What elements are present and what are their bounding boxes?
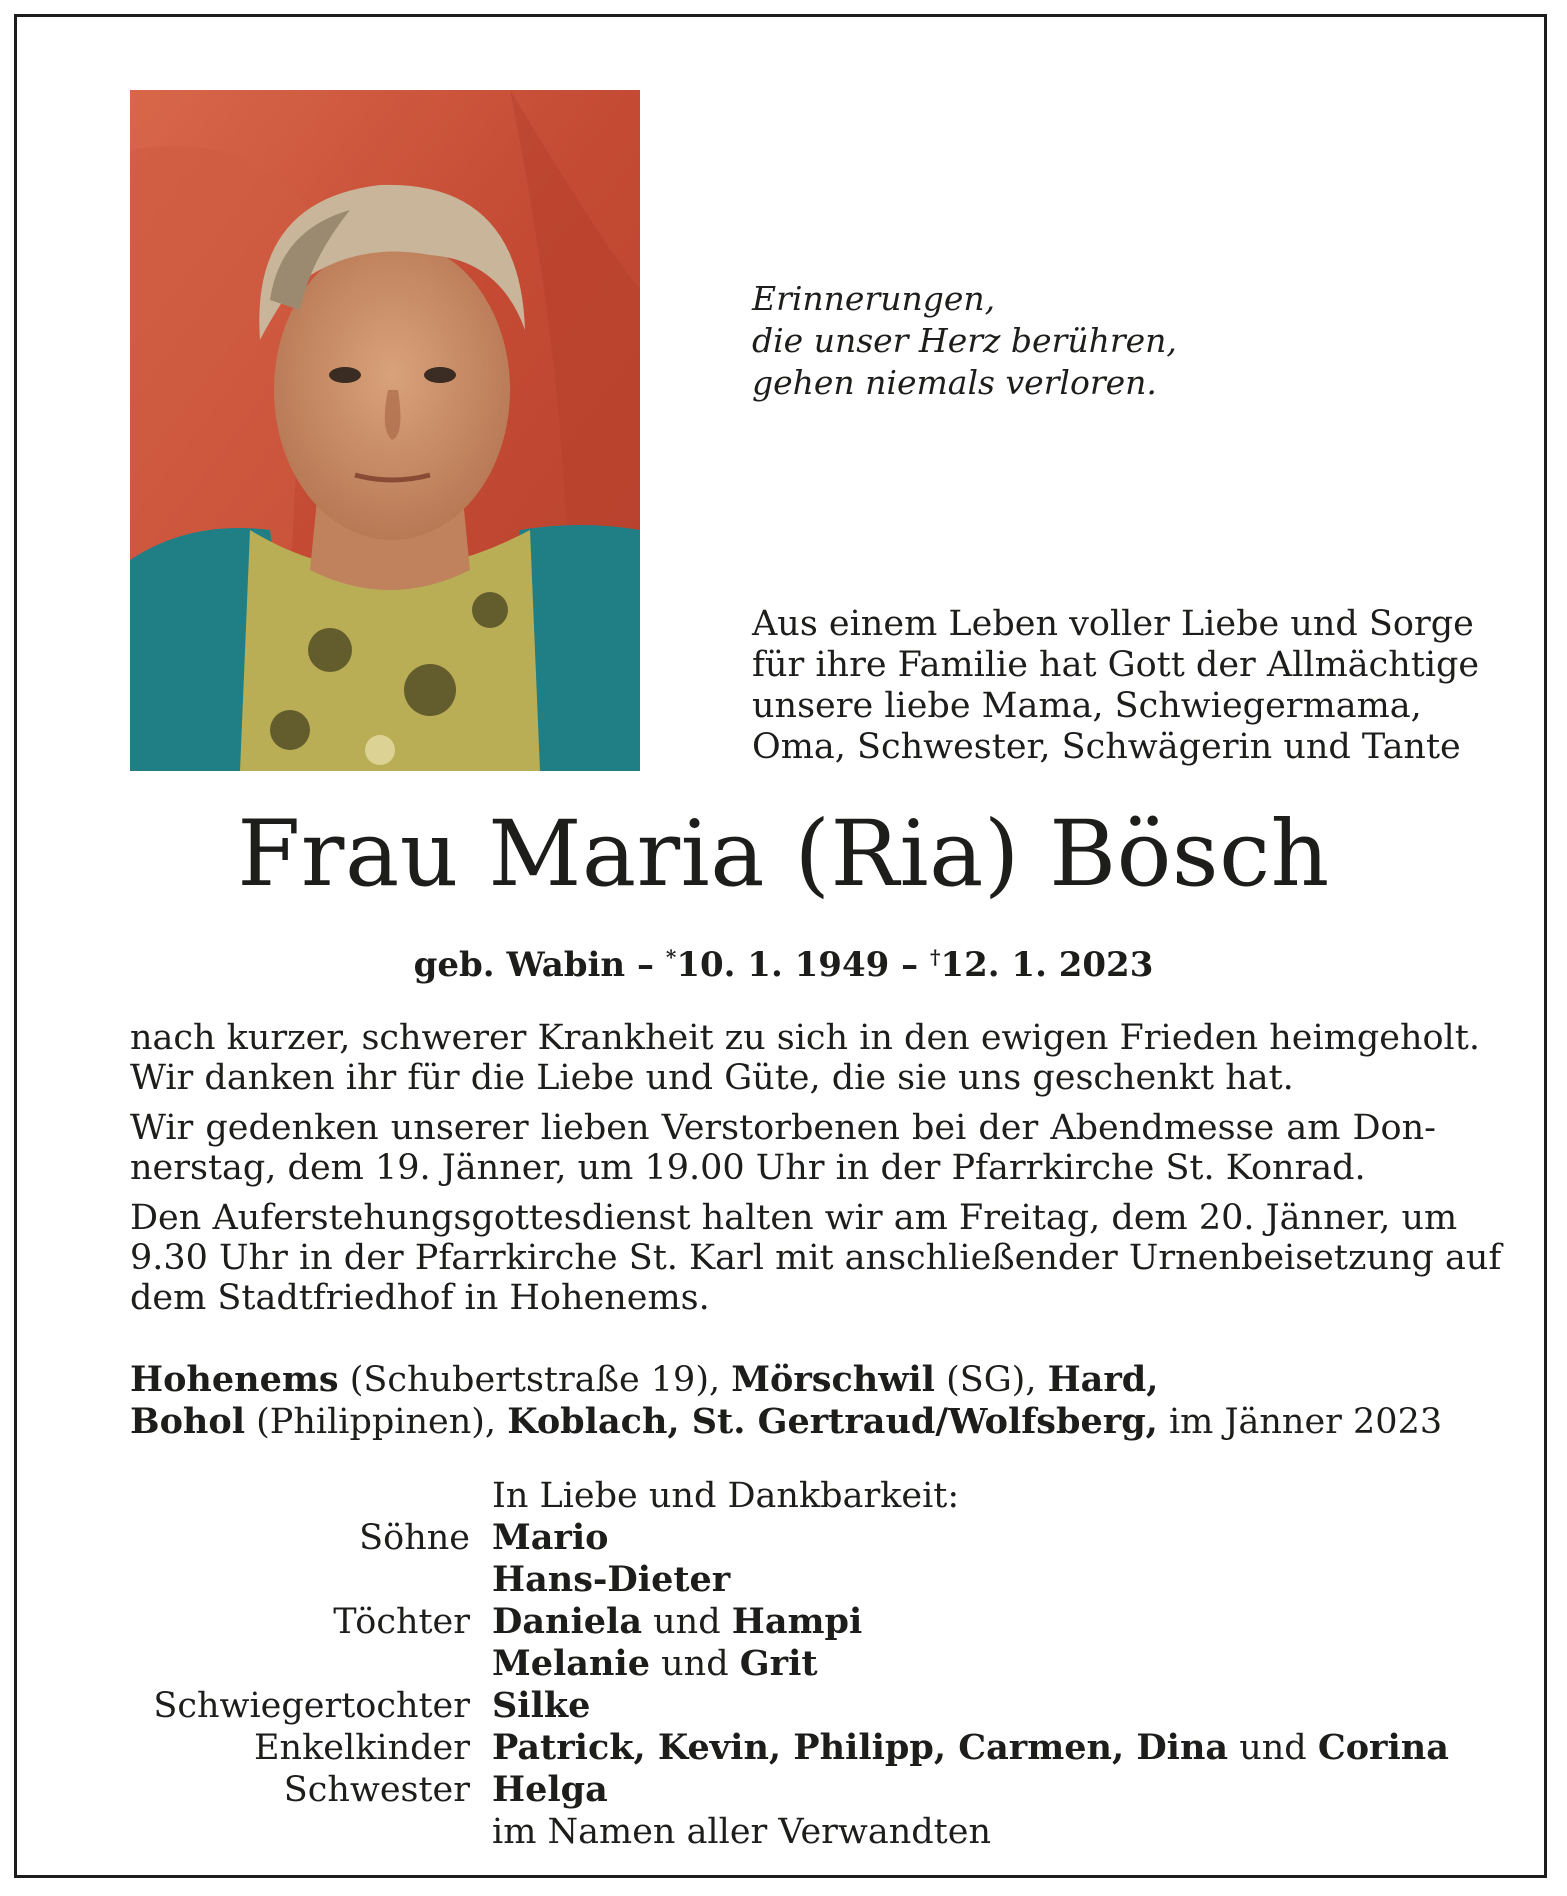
intro-line: Aus einem Leben voller Liebe und Sorge bbox=[752, 604, 1474, 644]
life-dates bbox=[0, 935, 1567, 987]
body-line: nach kurzer, schwerer Krankheit zu sich in den ewigen Frieden heimgeholt. bbox=[130, 1018, 1480, 1058]
place-name: Hohenems bbox=[130, 1359, 339, 1400]
family-heading-row bbox=[130, 1475, 1460, 1517]
relative-name: Corina bbox=[1317, 1727, 1449, 1768]
portrait-illustration bbox=[130, 90, 640, 771]
dash: – bbox=[901, 945, 919, 985]
body-line: Wir gedenken unserer lieben Verstorbenen bei der Abendmesse am Don- bbox=[130, 1108, 1436, 1148]
intro-line: für ihre Familie hat Gott der Allmächtige bbox=[752, 645, 1480, 685]
family-row bbox=[130, 1769, 1460, 1811]
conjunction: und bbox=[1228, 1728, 1318, 1768]
paragraph-funeral-service bbox=[130, 1198, 1502, 1318]
portrait-photo bbox=[130, 90, 640, 771]
relative-name: Patrick, Kevin, Philipp, Carmen, Dina bbox=[492, 1727, 1229, 1768]
places-line bbox=[130, 1359, 1436, 1401]
places-line bbox=[130, 1401, 1443, 1443]
relation-label: Söhne bbox=[359, 1518, 470, 1558]
quote-line: Erinnerungen, bbox=[752, 279, 996, 318]
relative-name: Grit bbox=[739, 1643, 818, 1684]
birth-date: 10. 1. 1949 bbox=[676, 945, 890, 985]
body-line: nerstag, dem 19. Jänner, um 19.00 Uhr in der Pfarrkirche St. Konrad. bbox=[130, 1148, 1366, 1188]
paragraph-announcement bbox=[130, 1018, 1480, 1098]
place-name: Bohol bbox=[130, 1401, 246, 1442]
intro-line: unsere liebe Mama, Schwiegermama, bbox=[752, 686, 1422, 726]
relation-label: Schwiegertochter bbox=[153, 1686, 470, 1726]
intro-text bbox=[752, 604, 1480, 768]
death-symbol: † bbox=[929, 945, 941, 969]
quote-line: die unser Herz berühren, bbox=[752, 321, 1177, 360]
body-line: Wir danken ihr für die Liebe und Güte, die sie uns geschenkt hat. bbox=[130, 1058, 1294, 1098]
body-text bbox=[130, 1018, 1502, 1328]
place-name: Hard, bbox=[1047, 1359, 1159, 1400]
body-line: dem Stadtfriedhof in Hohenems. bbox=[130, 1278, 710, 1318]
relation-label: Töchter bbox=[333, 1602, 470, 1642]
notice-date: im Jänner 2023 bbox=[1157, 1402, 1443, 1442]
body-line: Den Auferstehungsgottesdienst halten wir am Freitag, dem 20. Jänner, um bbox=[130, 1198, 1458, 1238]
memorial-quote bbox=[752, 278, 1452, 404]
relation-label: Schwester bbox=[283, 1770, 470, 1810]
place-detail: (Philippinen), bbox=[245, 1402, 508, 1442]
place-name: Koblach, St. Gertraud/Wolfsberg, bbox=[507, 1401, 1158, 1442]
family-row bbox=[130, 1559, 1460, 1601]
place-detail: (SG), bbox=[934, 1360, 1048, 1400]
relative-name: Daniela bbox=[492, 1601, 643, 1642]
death-date: 12. 1. 2023 bbox=[940, 945, 1154, 985]
body-line: 9.30 Uhr in der Pfarrkirche St. Karl mit anschließender Urnenbeisetzung auf bbox=[130, 1238, 1502, 1278]
conjunction: und bbox=[650, 1644, 740, 1684]
relative-name: Helga bbox=[492, 1769, 608, 1810]
family-row bbox=[130, 1727, 1460, 1769]
place-name: Mörschwil bbox=[731, 1359, 935, 1400]
family-list bbox=[130, 1475, 1460, 1853]
relative-name: Silke bbox=[492, 1685, 591, 1726]
relative-name: Hans-Dieter bbox=[492, 1559, 731, 1600]
deceased-name: Frau Maria (Ria) Bösch bbox=[237, 802, 1330, 907]
relative-name: Hampi bbox=[731, 1601, 863, 1642]
family-row bbox=[130, 1601, 1460, 1643]
conjunction: und bbox=[642, 1602, 732, 1642]
birth-name: geb. Wabin bbox=[413, 945, 626, 985]
family-heading: In Liebe und Dankbarkeit: bbox=[492, 1476, 960, 1516]
relative-name: Melanie bbox=[492, 1643, 650, 1684]
family-row bbox=[130, 1517, 1460, 1559]
paragraph-evening-mass bbox=[130, 1108, 1436, 1188]
place-detail: (Schubertstraße 19), bbox=[338, 1360, 732, 1400]
relative-name: Mario bbox=[492, 1517, 609, 1558]
family-closing-row bbox=[130, 1811, 1460, 1853]
quote-line: gehen niemals verloren. bbox=[752, 363, 1157, 402]
family-row bbox=[130, 1685, 1460, 1727]
relation-label: Enkelkinder bbox=[254, 1728, 470, 1768]
family-row bbox=[130, 1643, 1460, 1685]
intro-line: Oma, Schwester, Schwägerin und Tante bbox=[752, 727, 1461, 767]
birth-symbol: * bbox=[665, 945, 677, 969]
family-closing: im Namen aller Verwandten bbox=[492, 1812, 991, 1852]
dash: – bbox=[637, 945, 654, 985]
places-and-date bbox=[130, 1359, 1443, 1443]
